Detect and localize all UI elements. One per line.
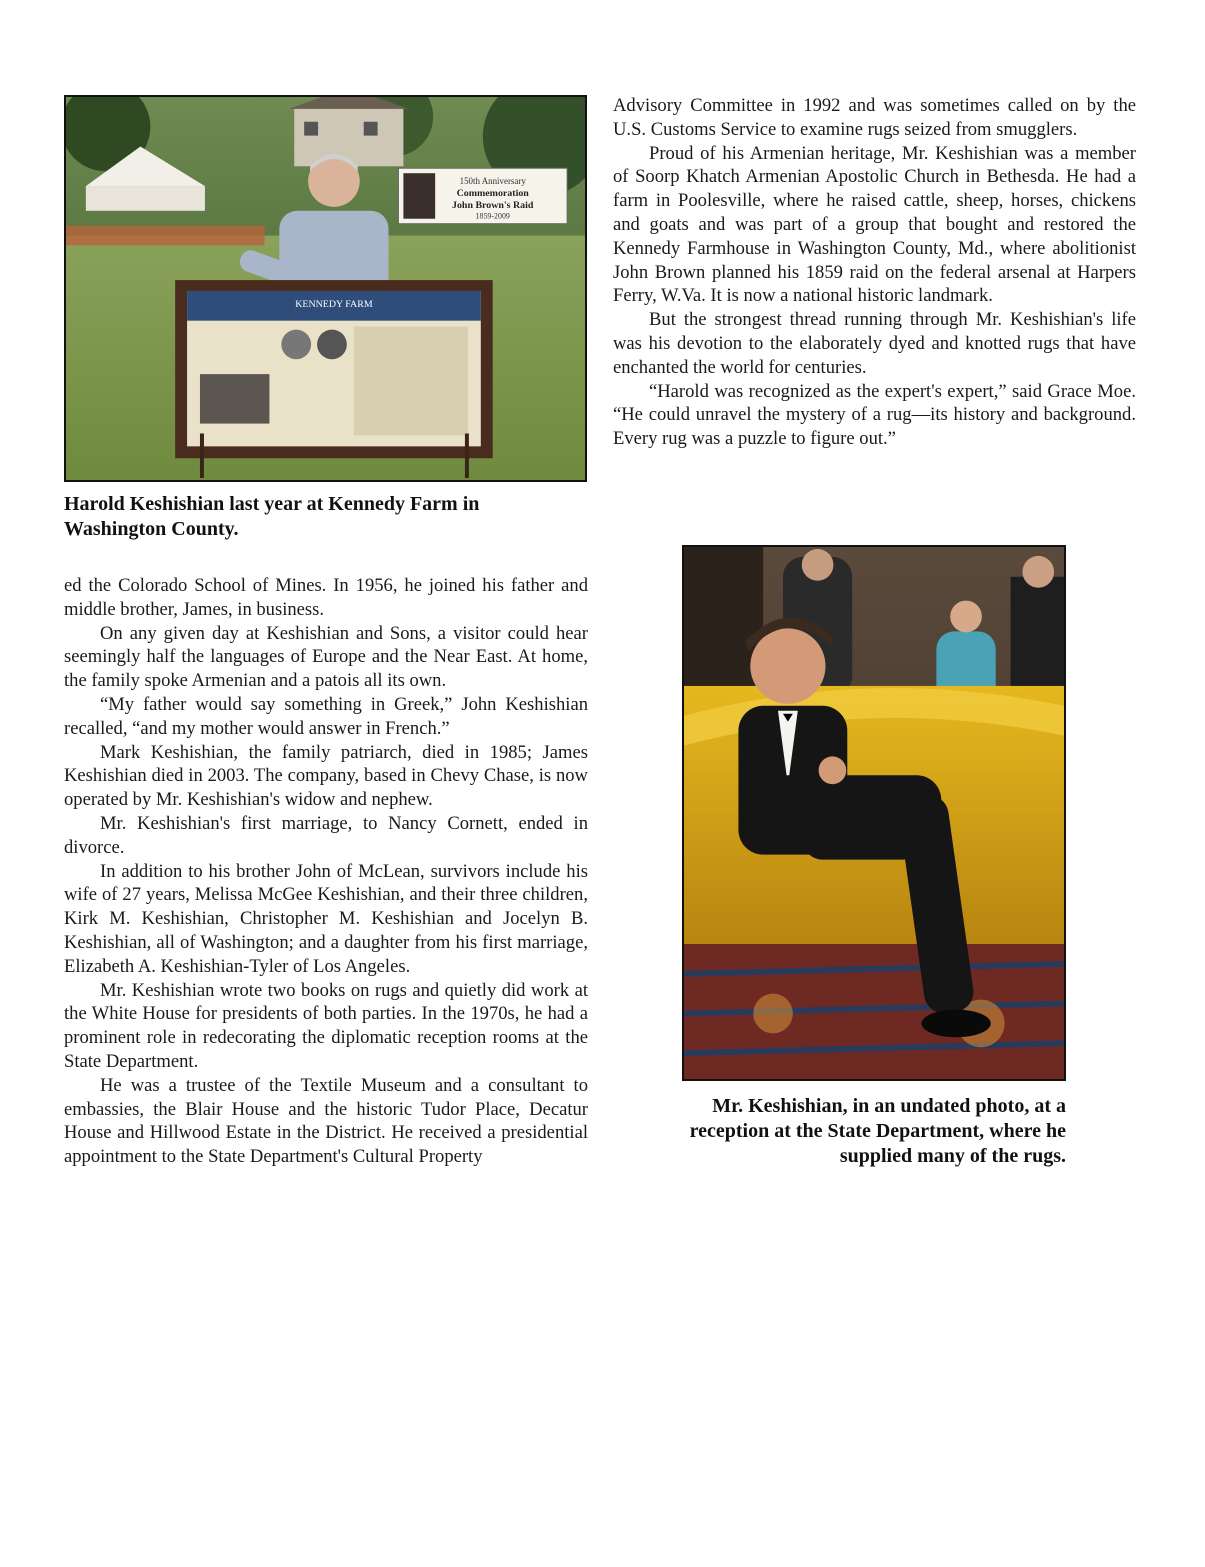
paragraph: Mr. Keshishian's first marriage, to Nancy Cornett, ended in divorce. <box>64 812 588 858</box>
paragraph: But the strongest thread running through Mr. Keshishian's life was his devotion to the elaborately dyed and knotted rugs that have enchanted the world for centuries. <box>613 309 1136 378</box>
marker-title: KENNEDY FARM <box>295 298 373 310</box>
paragraph: He was a trustee of the Textile Museum and a consultant to embassies, the Blair House and the historic Tudor Place, Decatur House and Hillwood Estate in the District. He received a presidential appointment to the State Department's Cultural Property <box>64 1074 588 1168</box>
paragraph: “Harold was recognized as the expert's expert,” said Grace Moe. “He could unravel the mystery of a rug—its history and background. Every rug was a puzzle to figure out.” <box>613 380 1136 450</box>
paragraph: ed the Colorado School of Mines. In 1956, he joined his father and middle brother, James, in business. <box>64 575 588 620</box>
paragraph: Mr. Keshishian wrote two books on rugs and quietly did work at the White House for presidents of both parties. In the 1970s, he had a prominent role in redecorating the diplomatic reception rooms at the State Department. <box>64 979 588 1072</box>
banner-text-bottom: John Brown's Raid <box>452 199 534 211</box>
paragraph: Advisory Committee in 1992 and was sometimes called on by the U.S. Customs Service to examine rugs seized from smugglers. <box>613 95 1136 140</box>
photo-state-department <box>682 545 1066 1081</box>
paragraph: Mark Keshishian, the family patriarch, died in 1985; James Keshishian died in 2003. The company, based in Chevy Chase, is now operated by Mr. Keshishian's widow and nephew. <box>64 741 588 811</box>
article-column-top-right <box>613 94 1136 451</box>
paragraph: Proud of his Armenian heritage, Mr. Keshishian was a member of Soorp Khatch Armenian Apostolic Church in Bethesda. He had a farm in Poolesville, where he raised cattle, sheep, horses, chickens and goats and was part of a group that bought and restored the Kennedy Farmhouse in Washington County, Md., where abolitionist John Brown planned his 1859 raid on the federal arsenal at Harpers Ferry, W.Va. It is now a national historic landmark. <box>613 142 1136 307</box>
banner-text-years: 1859-2009 <box>475 211 510 221</box>
photo-kennedy-farm <box>64 95 587 482</box>
banner-text-mid: Commemoration <box>456 187 529 199</box>
caption-kennedy-farm: Harold Keshishian last year at Kennedy Farm in Washington County. <box>64 493 480 540</box>
paragraph: “My father would say something in Greek,” John Keshishian recalled, “and my mother would answer in French.” <box>64 693 588 739</box>
paragraph: In addition to his brother John of McLean, survivors include his wife of 27 years, Melissa McGee Keshishian, and their three children, Kirk M. Keshishian, Christopher M. Keshishian and Jocelyn B. Keshishian, all of Washington; and a daughter from his first marriage, Elizabeth A. Keshishian-Tyler of Los Angeles. <box>64 860 588 977</box>
article-column-bottom-left <box>64 574 588 1169</box>
banner-text-top: 150th Anniversary <box>459 176 526 187</box>
paragraph: On any given day at Keshishian and Sons, a visitor could hear seemingly half the languages of Europe and the Near East. At home, the family spoke Armenian and a patois all its own. <box>64 622 588 692</box>
caption-state-department: Mr. Keshishian, in an undated photo, at a reception at the State Department, where he supplied many of the rugs. <box>689 1095 1066 1167</box>
